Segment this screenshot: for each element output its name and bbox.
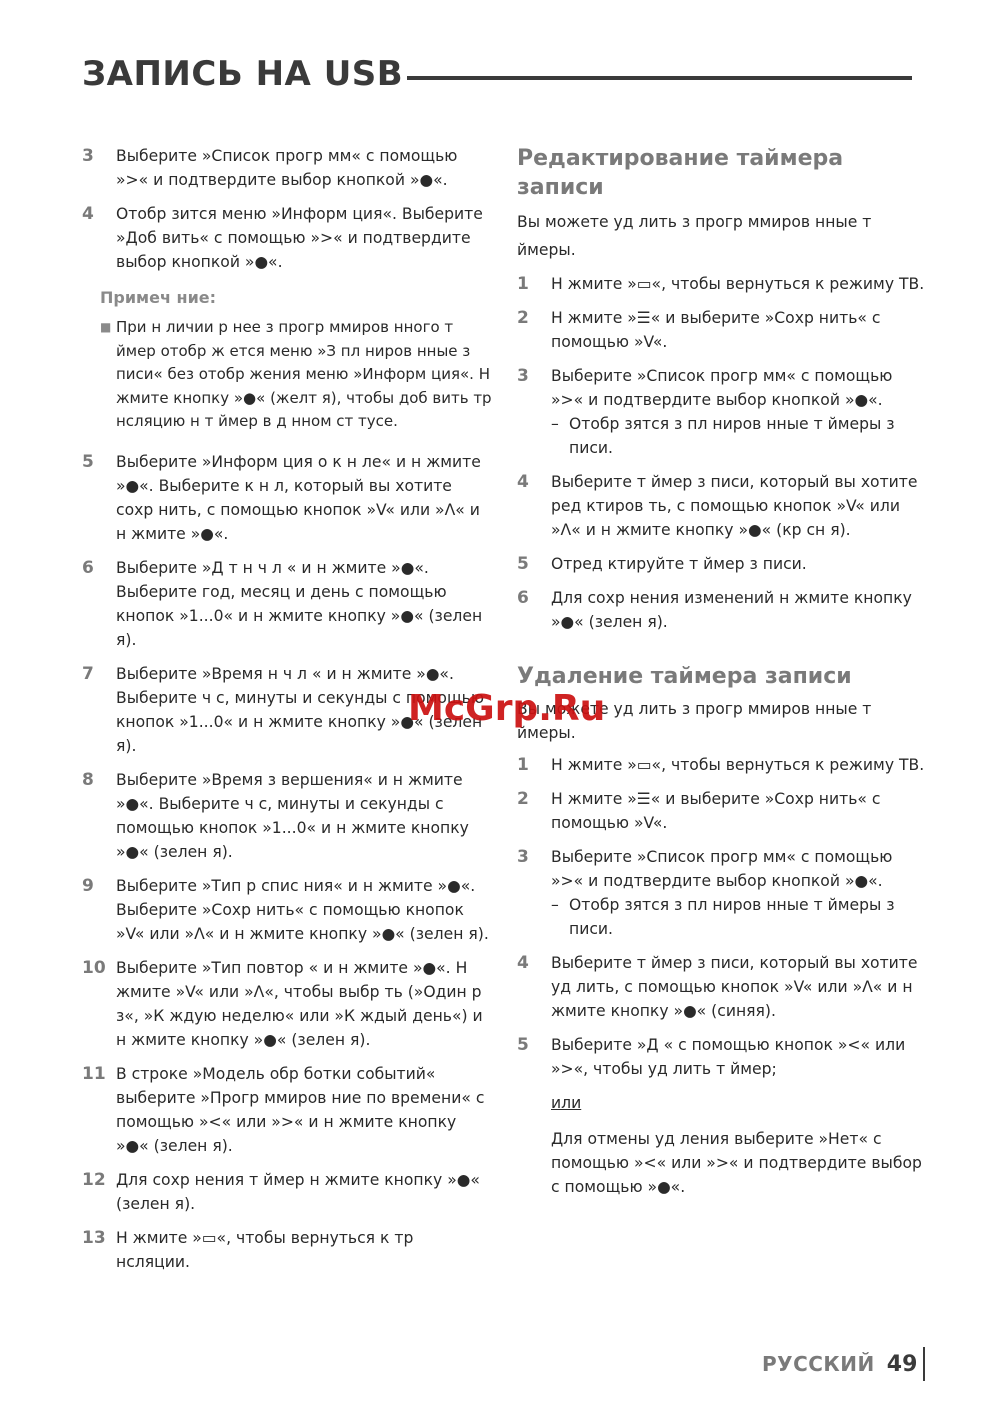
step-text: Выберите т ймер з писи, который вы хотите ред ктиров ть, с помощью кнопок »V« или »Λ« и н жмите кнопку »●« (кр сн я). (551, 473, 918, 539)
edit-step-4 (517, 470, 927, 542)
delete-section-title: Удаление таймера записи (517, 664, 852, 689)
step-4 (82, 202, 492, 274)
footer-language: РУССКИЙ (762, 1352, 875, 1376)
delete-step-2 (517, 787, 927, 835)
step-text: Для сохр нения т ймер н жмите кнопку »●« (зелен я). (116, 1170, 480, 1213)
step-number: 3 (82, 146, 94, 166)
edit-step-6 (517, 586, 927, 634)
step-number: 1 (517, 755, 529, 775)
edit-section-title: Редактирование таймера записи (517, 146, 844, 200)
step-text: Выберите »Информ ция о к н ле« и н жмите »●«. Выберите к н л, который вы хотите сохр нить, с помощью кнопок »V« или »Λ« и н жмите »●«. (116, 452, 481, 543)
step-3 (82, 144, 492, 192)
edit-step-1 (517, 272, 927, 296)
step-text: Отред ктируйте т ймер з писи. (551, 555, 807, 573)
step-subitem: – Отобр зятся з пл ниров нные т ймеры з писи. (551, 893, 927, 941)
delete-step-3 (517, 845, 927, 941)
page-footer (762, 1347, 925, 1381)
edit-step-3 (517, 364, 927, 460)
note-text: При н личии р нее з прогр ммиров нного т ймер отобр ж ется меню »З пл ниров нные з писи« без отобр жения меню »Информ ция«. Н жмите кнопку »●« (желт я), чтобы доб вить тр нсляцию н т ймер в д нном ст тусе. (116, 318, 492, 431)
step-8 (82, 768, 492, 864)
step-number: 7 (82, 663, 94, 684)
right-column (517, 144, 927, 1199)
step-9 (82, 874, 492, 946)
note (100, 316, 492, 434)
step-13 (82, 1226, 492, 1274)
step-text: Выберите »Время з вершения« и н жмите »●«. Выберите ч с, минуты и секунды с помощью кнопок »1...0« и н жмите кнопку »●« (зелен я). (116, 770, 469, 861)
step-text: Н жмите »☰« и выберите »Сохр нить« с помощью »V«. (551, 309, 881, 351)
step-text: Выберите »Д т н ч л « и н жмите »●«. Выберите год, месяц и день с помощью кнопок »1...0« и н жмите кнопку »●« (зелен я). (116, 558, 483, 649)
step-subtext: Отобр зятся з пл ниров нные т ймеры з писи. (569, 896, 895, 938)
step-number: 3 (517, 366, 529, 386)
step-text: Н жмите »▭«, чтобы вернуться к тр нсляции. (116, 1228, 414, 1271)
step-subtext: Отобр зятся з пл ниров нные т ймеры з писи. (569, 415, 895, 457)
step-number: 2 (517, 308, 529, 328)
step-text: Выберите »Список прогр мм« с помощью »>« и подтвердите выбор кнопкой »●«. (551, 367, 893, 409)
cancel-text: Для отмены уд ления выберите »Нет« с помощью »<« или »>« и подтвердите выбор с помощью »●«. (551, 1130, 922, 1196)
step-text: Н жмите »▭«, чтобы вернуться к режиму ТВ. (551, 756, 925, 774)
page-header (82, 52, 912, 96)
step-10 (82, 956, 492, 1052)
step-number: 9 (82, 875, 94, 896)
step-number: 1 (517, 274, 529, 294)
step-number: 11 (82, 1063, 106, 1084)
note-title: Примеч ние: (100, 288, 217, 307)
step-text: Выберите т ймер з писи, который вы хотите уд лить, с помощью кнопок »V« или »Λ« и н жмите кнопку »●« (синяя). (551, 954, 918, 1020)
step-number: 12 (82, 1169, 106, 1190)
title-rule (407, 76, 912, 80)
step-number: 5 (82, 451, 94, 472)
step-number: 4 (82, 204, 94, 224)
step-number: 5 (517, 554, 529, 574)
step-number: 6 (82, 557, 94, 578)
step-text: Выберите »Список прогр мм« с помощью »>« и подтвердите выбор кнопкой »●«. (551, 848, 893, 890)
step-number: 10 (82, 957, 106, 978)
step-number: 4 (517, 953, 529, 973)
step-11 (82, 1062, 492, 1158)
step-5 (82, 450, 492, 546)
delete-step-1 (517, 753, 927, 777)
delete-step-5 (517, 1033, 927, 1081)
edit-step-2 (517, 306, 927, 354)
step-6 (82, 556, 492, 652)
step-number: 6 (517, 588, 529, 608)
or-separator: или (551, 1094, 582, 1112)
footer-bar (923, 1347, 925, 1381)
delete-intro: Вы можете уд лить з прогр ммиров нные т ймеры. (517, 700, 872, 742)
page-title: ЗАПИСЬ НА USB (82, 54, 404, 94)
edit-step-5 (517, 552, 927, 576)
step-number: 4 (517, 472, 529, 492)
step-number: 13 (82, 1227, 106, 1248)
step-number: 8 (82, 769, 94, 790)
step-number: 3 (517, 847, 529, 867)
step-text: Для сохр нения изменений н жмите кнопку »●« (зелен я). (551, 589, 912, 631)
step-text: Выберите »Время н ч л « и н жмите »●«. Выберите ч с, минуты и секунды с помощью кнопок »1...0« и н жмите кнопку »●« (зелен я). (116, 664, 484, 755)
step-number: 2 (517, 789, 529, 809)
step-12 (82, 1168, 492, 1216)
step-text: Выберите »Список прогр мм« с помощью »>« и подтвердите выбор кнопкой »●«. (116, 147, 458, 189)
page-number: 49 (886, 1351, 918, 1377)
step-text: Выберите »Тип повтор « и н жмите »●«. Н жмите »V« или »Λ«, чтобы выбр ть (»Один р з«, »К ждую неделю« или »К ждый день«) и н жмите кнопку »●« (зелен я). (116, 958, 483, 1049)
watermark: McGrp.Ru (408, 688, 606, 729)
step-text: Отобр зится меню »Информ ция«. Выберите »Доб вить« с помощью »>« и подтвердите выбор кнопкой »●«. (116, 205, 483, 271)
step-text: Н жмите »▭«, чтобы вернуться к режиму ТВ. (551, 275, 925, 293)
delete-step-4 (517, 951, 927, 1023)
step-text: Н жмите »☰« и выберите »Сохр нить« с помощью »V«. (551, 790, 881, 832)
step-text: Выберите »Д « с помощью кнопок »<« или »>«, чтобы уд лить т ймер; (551, 1036, 906, 1078)
step-subitem: – Отобр зятся з пл ниров нные т ймеры з писи. (551, 412, 927, 460)
step-text: В строке »Модель обр ботки событий« выберите »Прогр ммиров ние по времени« с помощью »<« или »>« и н жмите кнопку »●« (зелен я). (116, 1064, 485, 1155)
edit-intro: Вы можете уд лить з прогр ммиров нные т ймеры. (517, 213, 872, 259)
step-number: 5 (517, 1035, 529, 1055)
step-text: Выберите »Тип р спис ния« и н жмите »●«. Выберите »Сохр нить« с помощью кнопок »V« или »Λ« и н жмите кнопку »●« (зелен я). (116, 876, 489, 943)
bullet-square-icon: ■ (100, 320, 112, 334)
